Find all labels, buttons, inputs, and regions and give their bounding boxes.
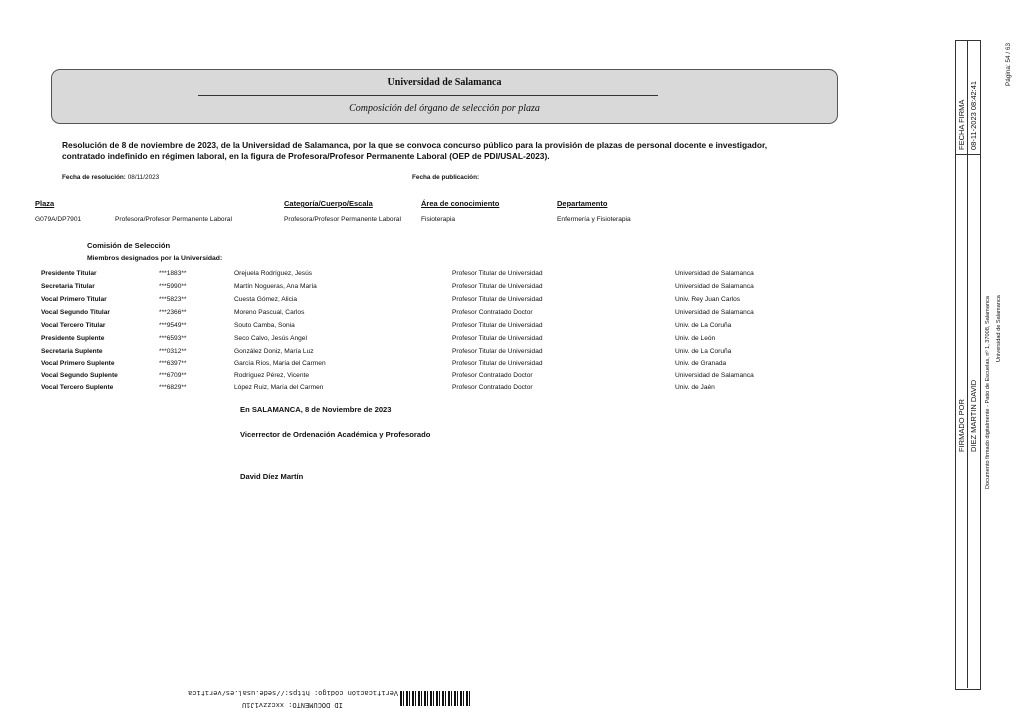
comision-title: Comisión de Selección xyxy=(87,241,171,250)
plaza-area: Fisioterapia xyxy=(421,216,456,223)
header-divider xyxy=(198,95,658,96)
fecha-resolucion-label: Fecha de resolución: xyxy=(62,174,126,181)
member-name: Seco Calvo, Jesús Angel xyxy=(234,335,307,342)
document-header xyxy=(51,69,838,124)
member-university: Universidad de Salamanca xyxy=(675,372,754,379)
plaza-figura: Profesora/Profesor Permanente Laboral xyxy=(115,216,232,223)
member-name: González Doniz, María Luz xyxy=(234,348,314,355)
member-category: Profesor Titular de Universidad xyxy=(452,348,543,355)
member-role: Vocal Segundo Titular xyxy=(41,309,110,316)
member-role: Vocal Primero Titular xyxy=(41,296,107,303)
fecha-publicacion-label: Fecha de publicación: xyxy=(412,174,480,181)
fecha-firma-label: FECHA FIRMA xyxy=(957,99,966,150)
university-title: Universidad de Salamanca xyxy=(387,77,502,88)
col-categoria: Categoría/Cuerpo/Escala xyxy=(284,199,373,208)
col-departamento: Departamento xyxy=(557,199,608,208)
page-number: Página: 54 / 63 xyxy=(1005,43,1012,86)
signature-strip-separator xyxy=(955,154,980,155)
member-category: Profesor Contratado Doctor xyxy=(452,372,533,379)
member-name: Martín Nogueras, Ana María xyxy=(234,283,317,290)
member-category: Profesor Contratado Doctor xyxy=(452,384,533,391)
member-university: Universidad de Salamanca xyxy=(675,309,754,316)
plaza-categoria: Profesora/Profesor Permanente Laboral xyxy=(284,216,401,223)
member-dni: ***0312** xyxy=(159,348,187,355)
member-category: Profesor Titular de Universidad xyxy=(452,270,543,277)
firmado-por-label: FIRMADO POR xyxy=(957,399,966,452)
documento-firmado: Documento firmado digitalmente - Patio de Escuelas, nº 1, 37008, Salamanca xyxy=(985,296,991,489)
fecha-resolucion xyxy=(62,174,159,181)
fecha-firma: 08-11-2023 08:42:41 xyxy=(969,80,978,150)
document-id: ID DOCUMENTO: xxczzv1J1U xyxy=(242,700,343,708)
miembros-title: Miembros designados por la Universidad: xyxy=(87,255,223,262)
member-role: Vocal Tercero Titular xyxy=(41,322,106,329)
member-name: Rodríguez Pérez, Vicente xyxy=(234,372,310,379)
member-dni: ***2366** xyxy=(159,309,187,316)
member-name: López Ruiz, María del Carmen xyxy=(234,384,324,391)
member-role: Secretaria Titular xyxy=(41,283,95,290)
resolution-text: Resolución de 8 de noviembre de 2023, de la Universidad de Salamanca, por la que se convoca concurso público para la provisión de plazas de personal docente e investigador, contratado indefinido en régimen laboral, en la figura de Profesora/Profesor Permanente Laboral (OEP de PDI/USAL-2023). xyxy=(62,140,768,161)
member-name: Cuesta Gómez, Alicia xyxy=(234,296,298,303)
member-dni: ***5990** xyxy=(159,283,187,290)
member-category: Profesor Titular de Universidad xyxy=(452,335,543,342)
member-dni: ***6593** xyxy=(159,335,187,342)
member-dni: ***1883** xyxy=(159,270,187,277)
col-plaza: Plaza xyxy=(35,199,55,208)
member-name: Souto Camba, Sonia xyxy=(234,322,295,329)
member-dni: ***5823** xyxy=(159,296,187,303)
place-date: En SALAMANCA, 8 de Noviembre de 2023 xyxy=(240,405,392,414)
member-university: Univ. de La Coruña xyxy=(675,322,732,329)
member-dni: ***6709** xyxy=(159,372,187,379)
member-role: Presidente Suplente xyxy=(41,335,105,342)
member-dni: ***6829** xyxy=(159,384,187,391)
signer-name: David Díez Martín xyxy=(240,472,304,481)
verification-text: Verificación código: https://sede.usal.es/verifica xyxy=(188,688,399,696)
member-category: Profesor Contratado Doctor xyxy=(452,309,533,316)
plaza-departamento: Enfermería y Fisioterapia xyxy=(557,216,631,223)
member-category: Profesor Titular de Universidad xyxy=(452,296,543,303)
document-subtitle: Composición del órgano de selección por plaza xyxy=(349,103,540,114)
member-university: Universidad de Salamanca xyxy=(675,283,754,290)
member-dni: ***9549** xyxy=(159,322,187,329)
member-role: Vocal Tercero Suplente xyxy=(41,384,114,391)
member-university: Univ. de León xyxy=(675,335,716,342)
plaza-codigo: G079A/DP7901 xyxy=(35,216,82,223)
signature-strip-divider xyxy=(967,40,968,688)
member-name: Orejuela Rodríguez, Jesús xyxy=(234,270,313,277)
member-name: Moreno Pascual, Carlos xyxy=(234,309,305,316)
member-university: Univ. de La Coruña xyxy=(675,348,732,355)
member-role: Vocal Segundo Suplente xyxy=(41,372,118,379)
member-university: Univ. de Granada xyxy=(675,360,727,367)
member-category: Profesor Titular de Universidad xyxy=(452,283,543,290)
member-category: Profesor Titular de Universidad xyxy=(452,360,543,367)
member-role: Vocal Primero Suplente xyxy=(41,360,115,367)
firmante: DIEZ MARTIN DAVID xyxy=(969,379,978,452)
universidad-side: Universidad de Salamanca xyxy=(996,295,1002,362)
member-role: Secretaria Suplente xyxy=(41,348,103,355)
signer-title: Vicerrector de Ordenación Académica y Profesorado xyxy=(240,430,431,439)
member-university: Univ. Rey Juan Carlos xyxy=(675,296,741,303)
fecha-resolucion-value: 08/11/2023 xyxy=(127,174,160,181)
member-university: Universidad de Salamanca xyxy=(675,270,754,277)
member-dni: ***6397** xyxy=(159,360,187,367)
member-name: García Ríos, María del Carmen xyxy=(234,360,326,367)
barcode xyxy=(400,691,472,706)
col-area: Área de conocimiento xyxy=(421,199,500,208)
member-role: Presidente Titular xyxy=(41,270,97,277)
member-university: Univ. de Jaén xyxy=(675,384,715,391)
member-category: Profesor Titular de Universidad xyxy=(452,322,543,329)
